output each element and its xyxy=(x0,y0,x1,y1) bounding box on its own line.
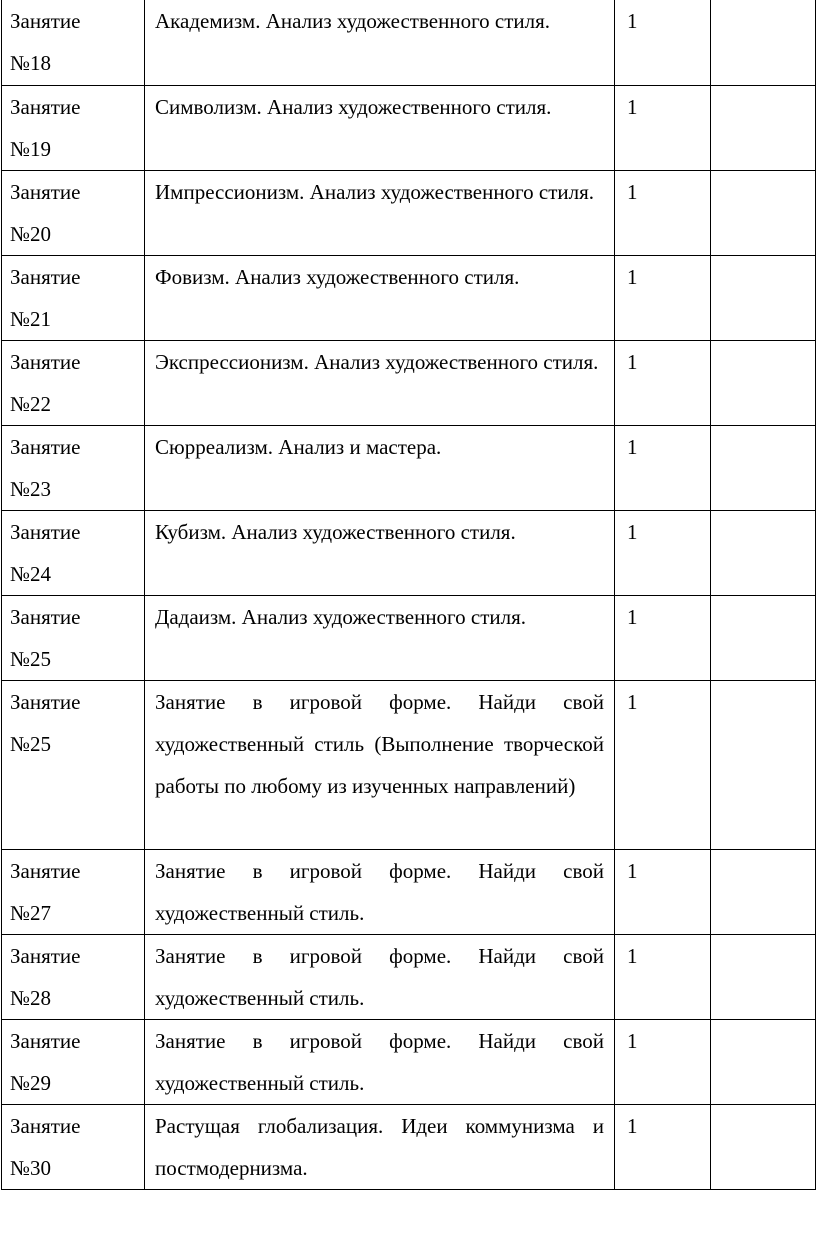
table-row xyxy=(2,849,816,934)
table-row xyxy=(2,1104,816,1189)
extra-cell xyxy=(711,510,816,595)
table-row xyxy=(2,595,816,680)
table-row xyxy=(2,425,816,510)
hours-cell: 1 xyxy=(615,595,711,680)
lesson-cell xyxy=(2,170,145,255)
extra-cell xyxy=(711,85,816,170)
lesson-label: Занятие xyxy=(10,943,81,968)
table-row xyxy=(2,85,816,170)
lesson-cell xyxy=(2,510,145,595)
lesson-cell xyxy=(2,680,145,849)
lesson-number: №18 xyxy=(10,51,52,75)
lesson-label: Занятие xyxy=(10,519,81,544)
topic-cell: Занятие в игровой форме. Найди свой художественный стиль. xyxy=(145,849,615,934)
extra-cell xyxy=(711,934,816,1019)
extra-cell xyxy=(711,340,816,425)
table-row xyxy=(2,170,816,255)
topic-cell: Занятие в игровой форме. Найди свой художественный стиль. xyxy=(145,934,615,1019)
lesson-cell xyxy=(2,934,145,1019)
lesson-label: Занятие xyxy=(10,264,81,289)
topic-cell: Дадаизм. Анализ художественного стиля. xyxy=(145,595,615,680)
table-row xyxy=(2,934,816,1019)
topic-cell: Академизм. Анализ художественного стиля. xyxy=(145,0,615,85)
extra-cell xyxy=(711,425,816,510)
lesson-label: Занятие xyxy=(10,689,81,714)
lesson-label: Занятие xyxy=(10,604,81,629)
hours-cell: 1 xyxy=(615,170,711,255)
lesson-number: №30 xyxy=(10,1155,52,1180)
topic-cell: Символизм. Анализ художественного стиля. xyxy=(145,85,615,170)
lesson-cell xyxy=(2,1104,145,1189)
lesson-cell xyxy=(2,595,145,680)
topic-cell: Растущая глобализация. Идеи коммунизма и постмодернизма. xyxy=(145,1104,615,1189)
lesson-number: №25 xyxy=(10,731,52,756)
lesson-number: №24 xyxy=(10,561,52,586)
hours-cell: 1 xyxy=(615,1019,711,1104)
hours-cell: 1 xyxy=(615,934,711,1019)
lesson-number: №29 xyxy=(10,1070,52,1095)
lesson-cell xyxy=(2,255,145,340)
table-row xyxy=(2,0,816,85)
topic-cell: Занятие в игровой форме. Найди свой художественный стиль. xyxy=(145,1019,615,1104)
lesson-number: №23 xyxy=(10,476,52,501)
lesson-label: Занятие xyxy=(10,1028,81,1053)
extra-cell xyxy=(711,595,816,680)
lesson-cell xyxy=(2,340,145,425)
table-body xyxy=(2,0,816,1189)
lesson-cell xyxy=(2,849,145,934)
lesson-number: №19 xyxy=(10,136,52,161)
hours-cell: 1 xyxy=(615,849,711,934)
topic-cell: Кубизм. Анализ художественного стиля. xyxy=(145,510,615,595)
table-row xyxy=(2,680,816,849)
lesson-number: №22 xyxy=(10,391,52,416)
topic-cell: Фовизм. Анализ художественного стиля. xyxy=(145,255,615,340)
lesson-cell xyxy=(2,1019,145,1104)
extra-cell xyxy=(711,680,816,849)
lesson-label: Занятие xyxy=(10,858,81,883)
extra-cell xyxy=(711,0,816,85)
topic-cell: Импрессионизм. Анализ художественного стиля. xyxy=(145,170,615,255)
lesson-label: Занятие xyxy=(10,94,81,119)
table-row xyxy=(2,510,816,595)
hours-cell: 1 xyxy=(615,340,711,425)
lesson-cell xyxy=(2,85,145,170)
topic-cell: Занятие в игровой форме. Найди свой художественный стиль (Выполнение творческой работы по любому из изученных направлений) xyxy=(145,680,615,849)
hours-cell: 1 xyxy=(615,1104,711,1189)
lesson-label: Занятие xyxy=(10,1113,81,1138)
lesson-number: №20 xyxy=(10,221,52,246)
hours-cell: 1 xyxy=(615,425,711,510)
lesson-cell xyxy=(2,425,145,510)
lesson-label: Занятие xyxy=(10,9,81,33)
hours-cell: 1 xyxy=(615,85,711,170)
table-row xyxy=(2,340,816,425)
lesson-number: №28 xyxy=(10,985,52,1010)
hours-cell: 1 xyxy=(615,255,711,340)
lesson-cell xyxy=(2,0,145,85)
hours-cell: 1 xyxy=(615,680,711,849)
extra-cell xyxy=(711,255,816,340)
lesson-number: №27 xyxy=(10,900,52,925)
lesson-label: Занятие xyxy=(10,179,81,204)
table-row xyxy=(2,255,816,340)
lesson-label: Занятие xyxy=(10,434,81,459)
lesson-plan-table xyxy=(1,0,816,1190)
hours-cell: 1 xyxy=(615,0,711,85)
extra-cell xyxy=(711,1019,816,1104)
hours-cell: 1 xyxy=(615,510,711,595)
extra-cell xyxy=(711,849,816,934)
lesson-number: №21 xyxy=(10,306,52,331)
lesson-number: №25 xyxy=(10,646,52,671)
table-row xyxy=(2,1019,816,1104)
topic-cell: Сюрреализм. Анализ и мастера. xyxy=(145,425,615,510)
topic-cell: Экспрессионизм. Анализ художественного стиля. xyxy=(145,340,615,425)
extra-cell xyxy=(711,1104,816,1189)
lesson-label: Занятие xyxy=(10,349,81,374)
extra-cell xyxy=(711,170,816,255)
